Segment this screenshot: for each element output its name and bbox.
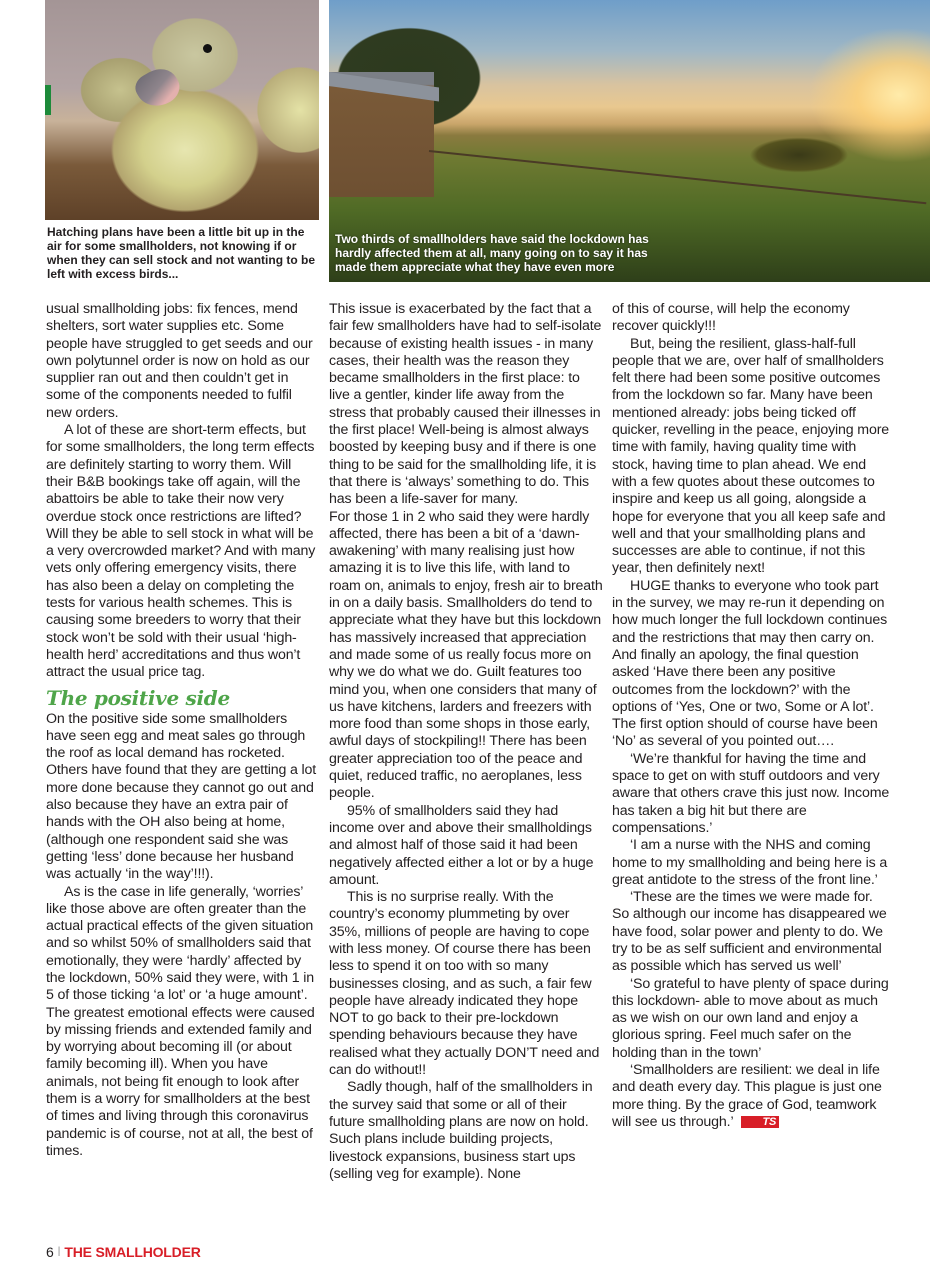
quote: ‘These are the times we were made for. So although our income has disappeared we have food, solar power and plenty to do. We try to be as self sufficient and environmental as possible which has served us well’ [612,889,887,975]
article-column-2 [329,301,604,1183]
end-of-article-badge: TS [741,1116,779,1128]
quote-final [612,1062,892,1131]
paragraph: of this of course, will help the economy recover quickly!!! [612,301,850,335]
paragraph: This issue is exacerbated by the fact that a fair few smallholders have had to self-isolate because of existing health issues - in many cases, their health was the reason they became smallholders in the first place: to live a gentler, kinder life away from the stress that probably caused their illnesses in the first place! Well-being is almost always boosted by keeping busy and if there is one thing to be said for the smallholding life, it is that there is ‘always’ something to do. This has been a life-saver for many. [329,301,602,508]
page-footer [46,1244,201,1260]
magazine-name: THE SMALLHOLDER [64,1244,201,1260]
barn [329,72,434,197]
article-column-1 [46,301,318,1160]
paragraph: For those 1 in 2 who said they were hardly affected, there has been a bit of a ‘dawn-awakening’ with many realising just how amazing it is to live this life, with land to roam on, animals to enjoy, fresh air to breath in on a daily basis. Smallholders do tend to appreciate what they have but this lockdown has massively increased that appreciation and made some of us really focus more on why we do what we do. Guilt features too mind you, when one considers that many of us have kitchens, larders and freezers with more food than some shops in those early, awful days of stockpiling!! There has been greater appreciation too of the peace and quiet, reduced traffic, no aeroplanes, less people. [329,508,603,802]
green-feeder-detail [45,85,51,115]
quote: ‘So grateful to have plenty of space during this lockdown- able to move about as much as we wish on our own land and enjoy a glorious spring. Feel much safer on the holding than in the town’ [612,975,889,1061]
duckling-photo-caption: Hatching plans have been a little bit up in the air for some smallholders, not knowing if or when they can sell stock and not wanting to be left with excess birds... [47,225,316,281]
footer-separator: | [57,1246,61,1257]
paragraph: HUGE thanks to everyone who took part in the survey, we may re-run it depending on how much longer the full lockdown continues and the restrictions that may then carry on. [612,577,888,646]
article-column-3 [612,301,892,1131]
landscape-photo [329,0,930,282]
duckling-photo [45,0,319,220]
paragraph: As is the case in life generally, ‘worries’ like those above are often greater than the actual practical effects of the given situation and so whilst 50% of smallholders said that emotionally, they were ‘hardly’ affected by the lockdown, 50% said they were, with 1 in 5 of those ticking ‘a lot’ or ‘a huge amount’. The greatest emotional effects were caused by missing friends and extended family and by worrying about becoming ill (or about family becoming ill). When you have animals, not being fit enough to look after them is a worry for smallholders at the best of times and living through this coronavirus pandemic is of course, not at all, the best of times. [46,883,315,1159]
quote-text: ‘Smallholders are resilient: we deal in life and death every day. This plague is just one more thing. By the grace of God, teamwork will see us through.’ [612,1062,882,1130]
quote: ‘We’re thankful for having the time and space to get on with stuff outdoors and very aware that others crave this just now. Income has taken a big hit but there are compensations.’ [612,750,890,836]
paragraph: But, being the resilient, glass-half-full people that we are, over half of smallholders felt there had been some positive outcomes from the lockdown so far. Many have been mentioned already: jobs being ticked off quicker, revelling in the peace, enjoying more time with family, having quality time with stock, having time to plan ahead. We end with a few quotes about these outcomes to inspire and keep us all going, alongside a hope for everyone that you all keep safe and well and that your smallholding plans and successes are able to continue, if not this year, then definitely next! [612,335,890,577]
paragraph: This is no surprise really. With the country’s economy plummeting by over 35%, millions of people are having to cope with less money. Of course there has been less to spend it on too with so many businesses closing, and as such, a fair few people have already indicated they hope NOT to go back to their pre-lockdown spending behaviours because they have realised what they actually DON’T need and can do without!! [329,889,600,1079]
landscape-photo-caption: Two thirds of smallholders have said the lockdown has hardly affected them at all, many going on to say it has made them appreciate what they have even more [335,232,649,274]
duckling-beak [131,62,185,114]
hedge [729,130,869,180]
page-number: 6 [46,1244,54,1260]
paragraph: usual smallholding jobs: fix fences, mend shelters, sort water supplies etc. Some people have struggled to get seeds and our own polytunnel order is now on hold as our supplier ran out and then couldn’t get in some of the components needed to fulfil new orders. [46,301,313,421]
paragraph: A lot of these are short-term effects, but for some smallholders, the long term effects are definitely starting to worry them. Will their B&B bookings take off again, will the abattoirs be able to take their now very overdue stock once restrictions are lifted? Will they be able to sell stock in what will be a very overcrowded market? And with many vets only offering emergency visits, there has also been a delay on completing the tests for various health schemes. This is causing some breeders to worry that their stock won’t be sold with their usual ‘high-health herd’ accreditations and thus won’t attract the usual price tag. [46,422,316,681]
paragraph: 95% of smallholders said they had income over and above their smallholdings and almost half of those said it had been negatively affected either a lot or by a huge amount. [329,802,594,888]
section-heading: The positive side [46,685,230,710]
paragraph: Sadly though, half of the smallholders in the survey said that some or all of their future smallholding plans are now on hold. Such plans include building projects, livestock expansions, business start ups (selling veg for example). None [329,1079,593,1182]
duckling-eye [203,44,212,53]
paragraph: And finally an apology, the final question asked ‘Have there been any positive outcomes from the lockdown?’ with the options of ‘Yes, One or two, Some or A lot’. The first option should of course have been ‘No’ as several of you pointed out…. [612,646,878,750]
paragraph: On the positive side some smallholders have seen egg and meat sales go through the roof as local demand has rocketed. Others have found that they are getting a lot more done because they cannot go out and also because they have an extra pair of hands with the OH also being at home, (although one respondent said she was getting ‘less’ done because her husband was actually ‘in the way’!!!). [46,710,317,883]
quote: ‘I am a nurse with the NHS and coming home to my smallholding and being here is a great antidote to the stress of the front line.’ [612,837,888,888]
